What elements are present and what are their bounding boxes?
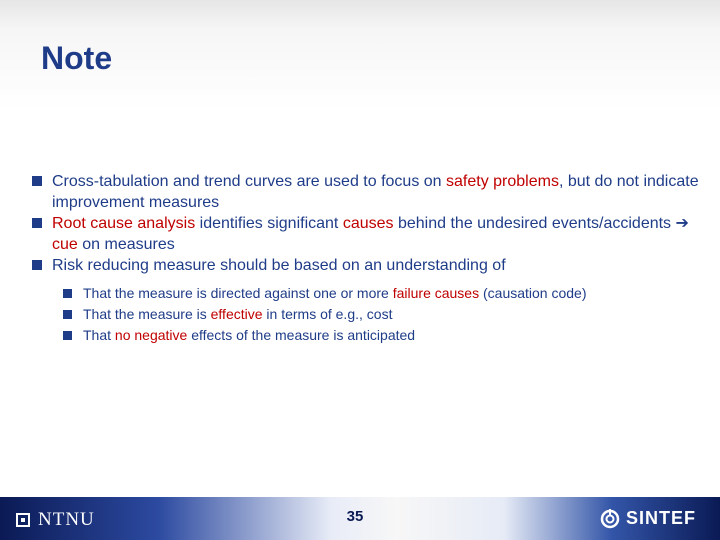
square-bullet-icon <box>63 331 72 340</box>
square-bullet-icon <box>63 289 72 298</box>
bullet-text: That <box>83 327 115 343</box>
bullet-text: That the measure is directed against one or more <box>83 285 393 301</box>
sintef-logo <box>600 508 696 529</box>
bullet-text: , but do not indicate improvement measures <box>52 173 699 211</box>
square-bullet-icon <box>32 218 42 228</box>
highlight-text: Root cause analysis <box>52 215 196 232</box>
highlight-text: causes <box>342 215 394 232</box>
highlight-text: no negative <box>114 327 188 343</box>
highlight-text: safety problems <box>446 173 559 190</box>
highlight-text: cue <box>52 236 78 253</box>
bullet-list <box>30 171 710 346</box>
sub-bullet-item-no-negative <box>54 325 710 346</box>
highlight-text: effective <box>210 306 263 322</box>
ntnu-logo-icon <box>16 513 30 527</box>
ntnu-logo-text: NTNU <box>38 509 95 530</box>
square-bullet-icon <box>63 310 72 319</box>
bullet-text: Cross-tabulation and trend curves are used to focus on <box>52 173 446 190</box>
sintef-logo-text: SINTEF <box>625 508 696 528</box>
bullet-item-risk-reducing <box>30 255 710 346</box>
bullet-text: on measures <box>77 236 175 253</box>
footer-bar <box>0 497 720 540</box>
square-bullet-icon <box>32 176 42 186</box>
slide-title: Note <box>41 40 113 76</box>
bullet-text: That the measure is <box>83 306 211 322</box>
page-number: 35 <box>346 508 364 525</box>
arrow-right-icon: ➔ <box>675 215 689 232</box>
sub-bullet-list <box>54 283 710 346</box>
bullet-text: Risk reducing measure should be based on an understanding of <box>52 257 506 274</box>
bullet-item-cross-tabulation <box>30 171 710 213</box>
bullet-text: effects of the measure is anticipated <box>187 327 416 343</box>
square-bullet-icon <box>32 260 42 270</box>
sub-bullet-item-effective <box>54 304 710 325</box>
slide-content <box>30 171 710 346</box>
bullet-text: in terms of e.g., cost <box>262 306 393 322</box>
sub-bullet-item-failure-causes <box>54 283 710 304</box>
highlight-text: failure causes <box>392 285 480 301</box>
bullet-text: (causation code) <box>479 285 587 301</box>
bullet-text: behind the undesired events/accidents <box>393 215 676 232</box>
sintef-logo-icon <box>600 509 620 529</box>
bullet-item-root-cause <box>30 213 710 255</box>
ntnu-logo <box>16 509 95 531</box>
bullet-text: identifies significant <box>195 215 343 232</box>
